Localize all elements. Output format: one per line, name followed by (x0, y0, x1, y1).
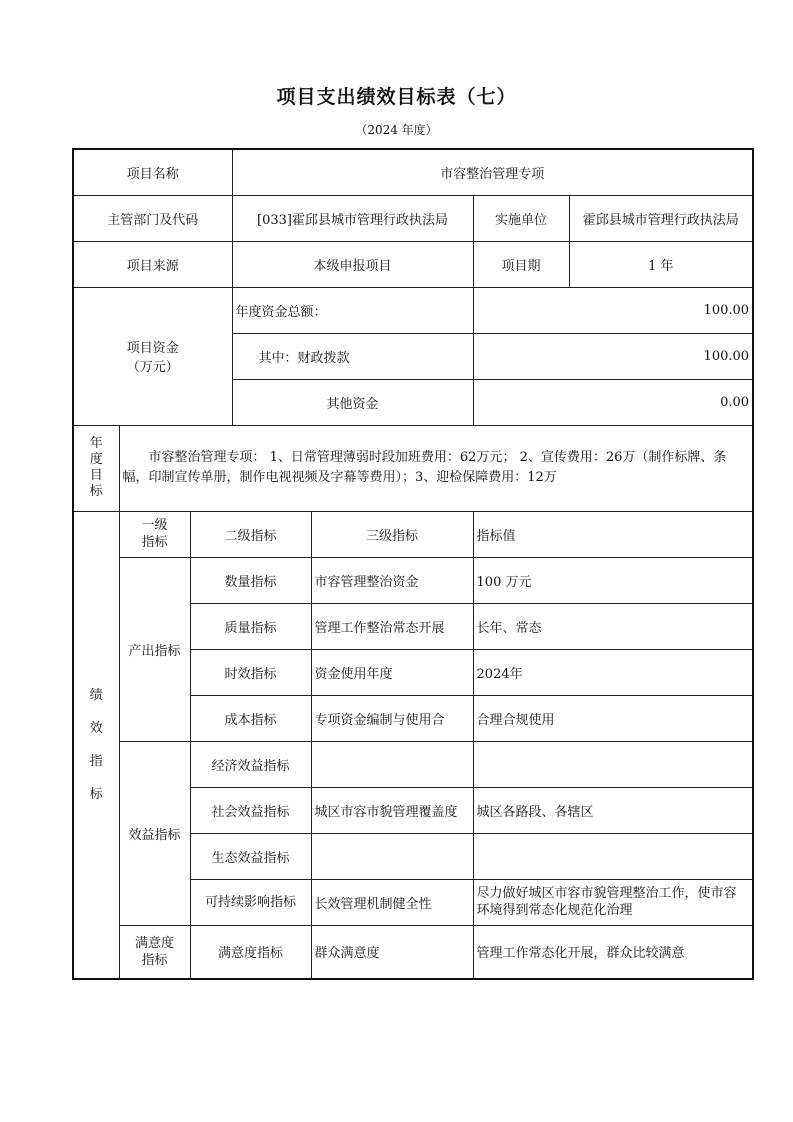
dept-value: [033]霍邱县城市管理行政执法局 (232, 195, 473, 241)
value-cell: 尽力做好城区市容市貌管理整治工作，使市容环境得到常态化规范化治理 (473, 879, 753, 925)
header-level1-line1: 一级 (141, 518, 168, 533)
annual-objective-char: 年 (89, 436, 103, 451)
table-row (73, 741, 753, 787)
table-row (73, 925, 753, 979)
benefit-indicator-label: 效益指标 (119, 741, 190, 925)
performance-char: 指 (89, 753, 103, 769)
funds-label-line2: （万元） (126, 360, 179, 375)
value-cell: 合理合规使用 (473, 695, 753, 741)
row-annual-objective (73, 425, 753, 511)
level2-cell: 可持续影响指标 (190, 879, 311, 925)
annual-objective-char: 标 (89, 484, 103, 499)
performance-char: 绩 (89, 687, 103, 703)
funds-fiscal-label: 其中：财政拨款 (232, 333, 473, 379)
funds-label-line1: 项目资金 (126, 341, 179, 356)
header-level2: 二级指标 (190, 511, 311, 557)
value-cell (473, 833, 753, 879)
funds-other-label: 其他资金 (232, 379, 473, 425)
level3-cell (311, 833, 473, 879)
source-label: 项目来源 (73, 241, 232, 287)
row-project-name (73, 149, 753, 195)
funds-label (73, 287, 232, 425)
output-indicator-label: 产出指标 (119, 557, 190, 741)
satisfaction-label-line1: 满意度 (134, 935, 174, 951)
satisfaction-indicator-label (119, 925, 190, 979)
level3-cell: 群众满意度 (311, 925, 473, 979)
funds-other-value: 0.00 (473, 379, 753, 425)
header-level1-line2: 指标 (141, 535, 168, 550)
level2-cell: 社会效益指标 (190, 787, 311, 833)
period-label: 项目期 (473, 241, 569, 287)
funds-total-label: 年度资金总额： (232, 287, 473, 333)
project-name-value: 市容整治管理专项 (232, 149, 753, 195)
performance-label (73, 511, 119, 979)
level2-cell: 数量指标 (190, 557, 311, 603)
performance-char: 标 (89, 786, 103, 802)
level2-cell: 满意度指标 (190, 925, 311, 979)
performance-target-table (72, 148, 754, 980)
impl-unit-label: 实施单位 (473, 195, 569, 241)
annual-objective-char: 目 (89, 468, 103, 483)
project-name-label: 项目名称 (73, 149, 232, 195)
value-cell: 100 万元 (473, 557, 753, 603)
level2-cell: 经济效益指标 (190, 741, 311, 787)
page-title: 项目支出绩效目标表（七） (276, 86, 517, 108)
performance-char: 效 (89, 720, 103, 736)
impl-unit-value: 霍邱县城市管理行政执法局 (569, 195, 753, 241)
level2-cell: 时效指标 (190, 649, 311, 695)
level2-cell: 质量指标 (190, 603, 311, 649)
annual-objective-char: 度 (89, 452, 103, 467)
satisfaction-label-line2: 指标 (141, 952, 168, 968)
annual-objective-label (73, 425, 119, 511)
funds-fiscal-value: 100.00 (473, 333, 753, 379)
value-cell (473, 741, 753, 787)
row-funds-total (73, 287, 753, 333)
level3-cell (311, 741, 473, 787)
row-department (73, 195, 753, 241)
value-cell: 2024年 (473, 649, 753, 695)
value-cell: 管理工作常态化开展，群众比较满意 (473, 925, 753, 979)
header-level3: 三级指标 (311, 511, 473, 557)
level2-cell: 成本指标 (190, 695, 311, 741)
table-row (73, 557, 753, 603)
page-subtitle-year: （2024 年度） (355, 123, 438, 137)
dept-label: 主管部门及代码 (73, 195, 232, 241)
level3-cell: 城区市容市貌管理覆盖度 (311, 787, 473, 833)
row-source (73, 241, 753, 287)
level3-cell: 市容管理整治资金 (311, 557, 473, 603)
header-level1 (119, 511, 190, 557)
source-value: 本级申报项目 (232, 241, 473, 287)
annual-objective-text: 市容整治管理专项： 1、日常管理薄弱时段加班费用：62万元； 2、宣传费用：26万（制作标牌、条幅，印制宣传单册，制作电视视频及字幕等费用）；3、迎检保障费用：12万 (119, 425, 753, 511)
level3-cell: 资金使用年度 (311, 649, 473, 695)
level3-cell: 专项资金编制与使用合 (311, 695, 473, 741)
value-cell: 长年、常态 (473, 603, 753, 649)
period-value: 1 年 (569, 241, 753, 287)
funds-total-value: 100.00 (473, 287, 753, 333)
level3-cell: 管理工作整治常态开展 (311, 603, 473, 649)
level2-cell: 生态效益指标 (190, 833, 311, 879)
value-cell: 城区各路段、各辖区 (473, 787, 753, 833)
row-indicator-header (73, 511, 753, 557)
header-value: 指标值 (473, 511, 753, 557)
level3-cell: 长效管理机制健全性 (311, 879, 473, 925)
